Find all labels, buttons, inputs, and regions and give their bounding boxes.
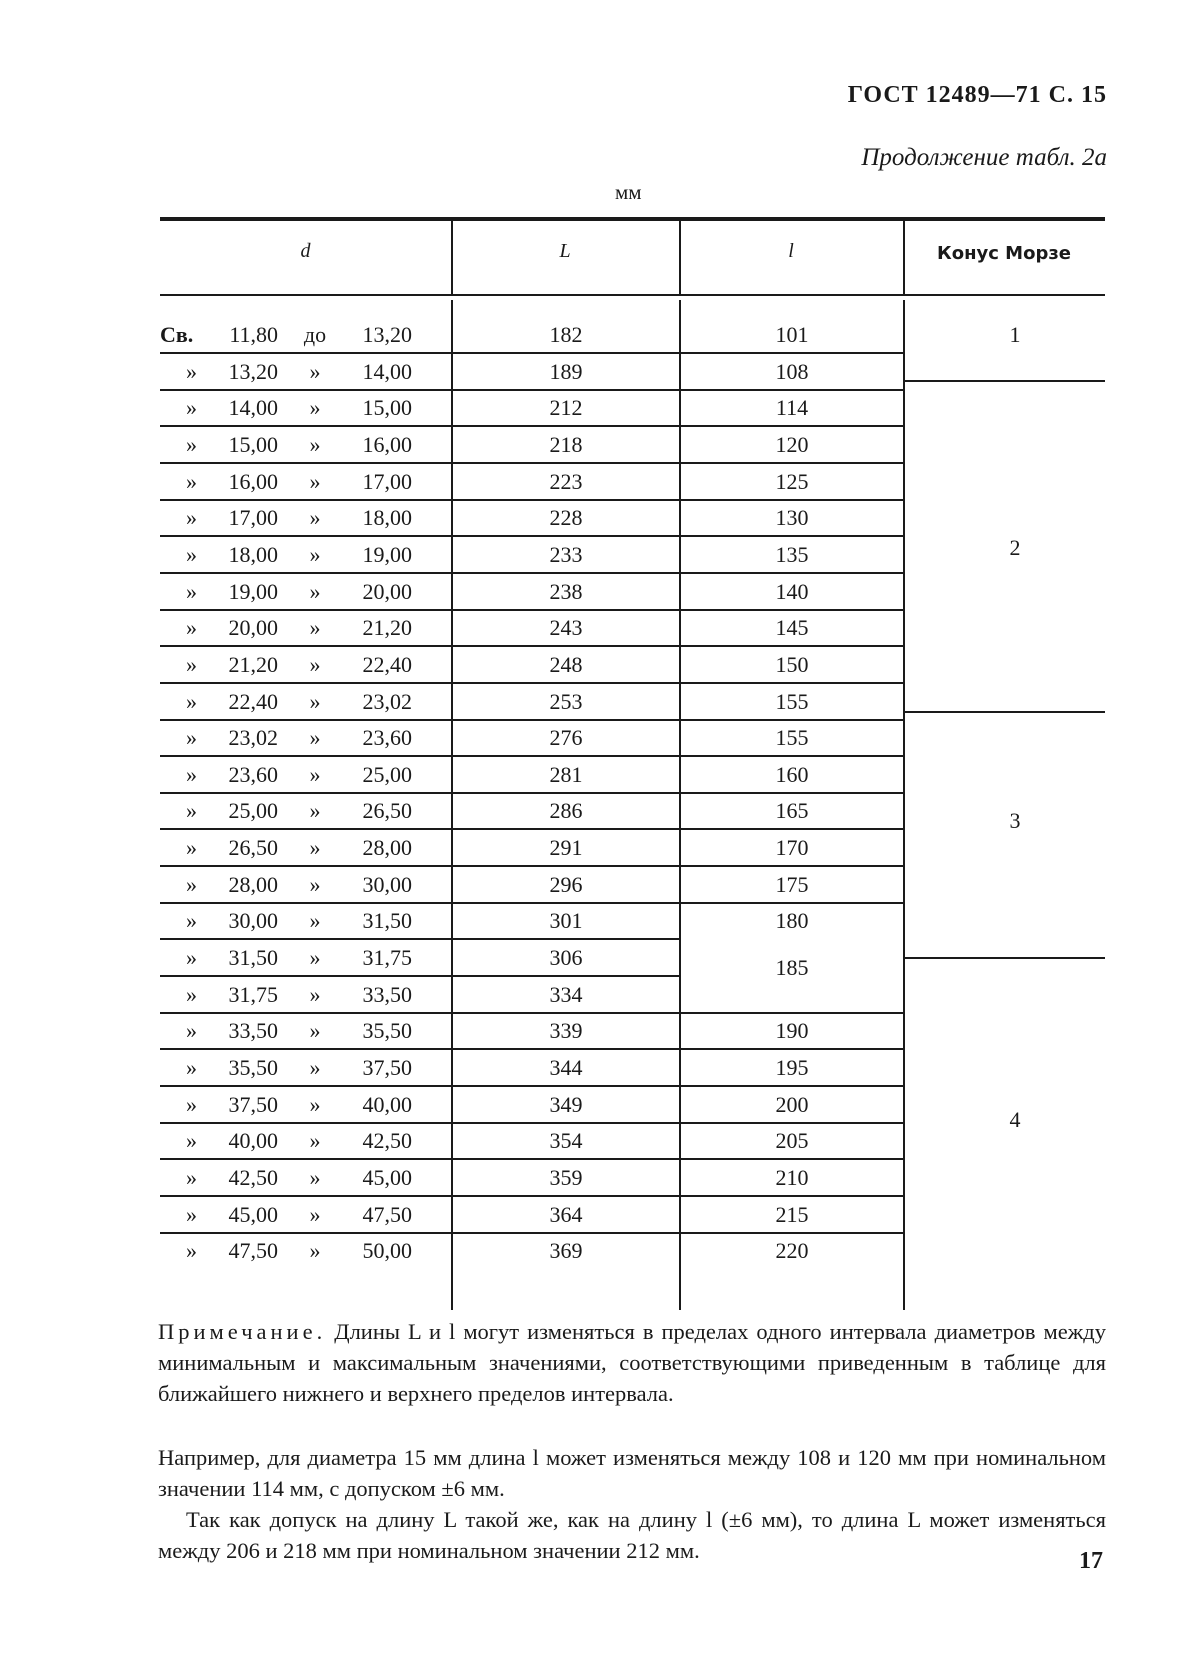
row-rule [160,682,451,684]
l-value: 205 [775,1128,809,1153]
range-from: 42,50 [228,1165,278,1190]
range-from: 11,80 [229,322,278,347]
range-connector: » [309,1128,321,1153]
range-from: 13,20 [228,359,278,384]
range-connector: » [309,505,321,530]
l-value: 101 [775,322,809,347]
range-to: 25,00 [362,762,412,787]
l-value: 195 [775,1055,809,1080]
range-to: 50,00 [362,1238,412,1263]
row-rule [681,755,903,757]
range-from: 23,02 [228,725,278,750]
range-connector: » [309,1165,321,1190]
range-from: 18,00 [228,542,278,567]
range-to: 21,20 [362,615,412,640]
range-from: 40,00 [228,1128,278,1153]
morse-value: 2 [1009,535,1021,560]
L-value: 291 [549,835,583,860]
l-value: 155 [775,725,809,750]
range-from: 47,50 [228,1238,278,1263]
range-connector: » [309,982,321,1007]
L-value: 189 [549,359,583,384]
row-rule [160,1012,451,1014]
row-rule [681,425,903,427]
range-to: 22,40 [362,652,412,677]
L-value: 349 [549,1092,583,1117]
L-value: 228 [549,505,583,530]
range-connector: » [309,432,321,457]
L-value: 238 [549,579,583,604]
l-value: 210 [775,1165,809,1190]
table-continuation-label: Продолжение табл. 2а [861,144,1107,171]
range-connector: » [309,1202,321,1227]
row-rule [160,535,451,537]
l-value: 130 [775,505,809,530]
morse-divider [905,957,1105,959]
row-rule [681,682,903,684]
range-prefix: » [186,1238,197,1263]
row-rule [453,1122,679,1124]
l-value: 180 [775,908,809,933]
range-connector: » [309,945,321,970]
range-prefix: » [186,1018,197,1043]
l-value: 114 [775,395,809,420]
l-value: 200 [775,1092,809,1117]
row-rule [681,535,903,537]
range-prefix: » [186,1055,197,1080]
row-rule [681,828,903,830]
l-value: 160 [775,762,809,787]
row-rule [160,975,451,977]
range-to: 18,00 [362,505,412,530]
range-to: 45,00 [362,1165,412,1190]
range-connector: » [309,908,321,933]
row-rule [453,499,679,501]
range-prefix: » [186,945,197,970]
row-rule [160,389,451,391]
row-rule [453,609,679,611]
range-to: 47,50 [362,1202,412,1227]
row-rule [453,535,679,537]
L-value: 218 [549,432,583,457]
range-connector: до [303,322,327,347]
range-from: 20,00 [228,615,278,640]
range-to: 31,50 [362,908,412,933]
row-rule [681,1085,903,1087]
row-rule [160,755,451,757]
range-connector: » [309,579,321,604]
example-paragraph: Например, для диаметра 15 мм длина l может изменяться между 108 и 120 мм при номинальном значении 114 мм, с допуском ±6 мм. [158,1445,1106,1501]
range-prefix: » [186,1202,197,1227]
range-connector: » [309,359,321,384]
range-to: 13,20 [362,322,412,347]
range-to: 28,00 [362,835,412,860]
range-connector: » [309,1238,321,1263]
L-value: 339 [549,1018,583,1043]
table-top-rule [160,217,1105,221]
range-connector: » [309,1092,321,1117]
range-prefix: » [186,835,197,860]
row-rule [453,425,679,427]
range-from: 31,50 [228,945,278,970]
row-rule [160,902,451,904]
range-from: 26,50 [228,835,278,860]
row-rule [453,975,679,977]
row-rule [160,792,451,794]
range-prefix: » [186,359,197,384]
row-rule [453,755,679,757]
row-rule [160,1048,451,1050]
note-block [158,1316,1106,1409]
row-rule [681,572,903,574]
row-rule [453,352,679,354]
morse-value: 3 [1009,808,1021,833]
range-from: 31,75 [228,982,278,1007]
row-rule [681,462,903,464]
range-connector: » [309,835,321,860]
range-connector: » [309,615,321,640]
note-label: Примечание. [158,1319,327,1344]
row-rule [681,1232,903,1234]
L-value: 344 [549,1055,583,1080]
row-rule [160,938,451,940]
row-rule [453,1048,679,1050]
range-from: 17,00 [228,505,278,530]
page-number: 17 [1079,1548,1103,1574]
range-connector: » [309,1018,321,1043]
row-rule [453,1158,679,1160]
l-value: 120 [775,432,809,457]
range-prefix: » [186,908,197,933]
row-rule [160,609,451,611]
range-connector: » [309,762,321,787]
row-rule [453,1012,679,1014]
L-value: 286 [549,798,583,823]
range-to: 33,50 [362,982,412,1007]
range-from: 28,00 [228,872,278,897]
L-value: 296 [549,872,583,897]
range-to: 23,60 [362,725,412,750]
range-prefix: » [186,1165,197,1190]
l-value: 108 [775,359,809,384]
range-to: 26,50 [362,798,412,823]
range-from: 35,50 [228,1055,278,1080]
row-rule [160,425,451,427]
L-value: 223 [549,469,583,494]
row-rule [681,499,903,501]
L-value: 248 [549,652,583,677]
row-rule [681,1122,903,1124]
row-rule [160,1232,451,1234]
range-prefix: » [186,652,197,677]
range-connector: » [309,652,321,677]
row-rule [681,352,903,354]
range-connector: » [309,798,321,823]
row-rule [160,352,451,354]
example-block [158,1442,1106,1566]
range-prefix: » [186,615,197,640]
L-value: 364 [549,1202,583,1227]
L-value: 253 [549,689,583,714]
l-merged-cell: 185 [775,955,809,980]
row-rule [681,1012,903,1014]
range-to: 14,00 [362,359,412,384]
L-value: 359 [549,1165,583,1190]
column-header-L: L [559,240,571,262]
l-value: 190 [775,1018,809,1043]
l-value: 155 [775,689,809,714]
range-to: 17,00 [362,469,412,494]
range-connector: » [309,542,321,567]
row-rule [453,865,679,867]
range-from: 23,60 [228,762,278,787]
l-value: 150 [775,652,809,677]
morse-divider [905,380,1105,382]
document-reference: ГОСТ 12489—71 С. 15 [847,82,1107,108]
range-to: 42,50 [362,1128,412,1153]
range-from: 25,00 [228,798,278,823]
L-value: 281 [549,762,583,787]
row-rule [681,645,903,647]
range-connector: » [309,469,321,494]
unit-label: мм [615,180,642,204]
L-value: 369 [549,1238,583,1263]
range-prefix: » [186,1092,197,1117]
l-value: 170 [775,835,809,860]
range-to: 40,00 [362,1092,412,1117]
row-rule [160,1195,451,1197]
range-from: 22,40 [228,689,278,714]
range-connector: » [309,395,321,420]
row-rule [681,1048,903,1050]
range-prefix: » [186,982,197,1007]
L-value: 212 [549,395,583,420]
row-rule [453,645,679,647]
range-to: 23,02 [362,689,412,714]
row-rule [160,865,451,867]
range-connector: » [309,872,321,897]
range-to: 31,75 [362,945,412,970]
row-rule [453,682,679,684]
range-connector: » [309,689,321,714]
l-value: 215 [775,1202,809,1227]
L-value: 233 [549,542,583,567]
row-rule [681,1195,903,1197]
row-rule [453,1232,679,1234]
row-rule [453,902,679,904]
row-rule [160,645,451,647]
range-connector: » [309,725,321,750]
row-rule [681,1158,903,1160]
row-rule [160,462,451,464]
row-rule [160,572,451,574]
l-value: 175 [775,872,809,897]
L-value: 334 [549,982,583,1007]
L-value: 243 [549,615,583,640]
row-rule [453,1195,679,1197]
range-from: 45,00 [228,1202,278,1227]
range-prefix: Св. [160,322,194,347]
range-prefix: » [186,872,197,897]
l-value: 140 [775,579,809,604]
range-from: 16,00 [228,469,278,494]
range-prefix: » [186,725,197,750]
row-rule [160,719,451,721]
row-rule [453,389,679,391]
range-to: 15,00 [362,395,412,420]
row-rule [681,902,903,904]
range-prefix: » [186,505,197,530]
range-prefix: » [186,762,197,787]
row-rule [453,572,679,574]
row-rule [160,1122,451,1124]
column-header-l: l [788,240,794,262]
range-from: 21,20 [228,652,278,677]
note-text: Длины L и l могут изменяться в пределах одного интервала диаметров между минимальным и максимальным значениями, соответствующими приведенным в таблице для ближайшего нижнего и верхнего пределов интервала. [158,1319,1106,1406]
range-prefix: » [186,689,197,714]
range-connector: » [309,1055,321,1080]
L-value: 306 [549,945,583,970]
range-from: 37,50 [228,1092,278,1117]
L-value: 276 [549,725,583,750]
column-header-morse: Конус Морзе [936,243,1071,264]
range-to: 16,00 [362,432,412,457]
row-rule [160,1085,451,1087]
column-header-d: d [300,240,311,262]
range-prefix: » [186,432,197,457]
row-rule [681,609,903,611]
row-rule [681,719,903,721]
range-to: 20,00 [362,579,412,604]
range-to: 30,00 [362,872,412,897]
range-prefix: » [186,469,197,494]
L-value: 182 [549,322,583,347]
l-value: 165 [775,798,809,823]
range-prefix: » [186,395,197,420]
row-rule [160,1158,451,1160]
row-rule [453,1085,679,1087]
row-rule [681,389,903,391]
morse-divider [905,711,1105,713]
range-prefix: » [186,542,197,567]
range-prefix: » [186,579,197,604]
row-rule [681,865,903,867]
range-from: 14,00 [228,395,278,420]
range-prefix: » [186,798,197,823]
range-prefix: » [186,1128,197,1153]
row-rule [453,828,679,830]
row-rule [453,462,679,464]
morse-value: 1 [1009,322,1021,347]
range-from: 15,00 [228,432,278,457]
range-from: 30,00 [228,908,278,933]
range-to: 37,50 [362,1055,412,1080]
tolerance-paragraph: Так как допуск на длину L такой же, как на длину l (±6 мм), то длина L может изменяться между 206 и 218 мм при номинальном значении 212 мм. [158,1507,1106,1563]
row-rule [160,828,451,830]
table-header-rule [160,294,1105,296]
l-value: 125 [775,469,809,494]
row-rule [453,719,679,721]
row-rule [681,792,903,794]
note-paragraph [158,1316,1106,1409]
range-to: 35,50 [362,1018,412,1043]
l-value: 145 [775,615,809,640]
row-rule [453,792,679,794]
range-from: 33,50 [228,1018,278,1043]
L-value: 301 [549,908,583,933]
l-value: 220 [775,1238,809,1263]
range-from: 19,00 [228,579,278,604]
l-value: 135 [775,542,809,567]
range-to: 19,00 [362,542,412,567]
L-value: 354 [549,1128,583,1153]
row-rule [453,938,679,940]
row-rule [160,499,451,501]
morse-value: 4 [1009,1107,1021,1132]
